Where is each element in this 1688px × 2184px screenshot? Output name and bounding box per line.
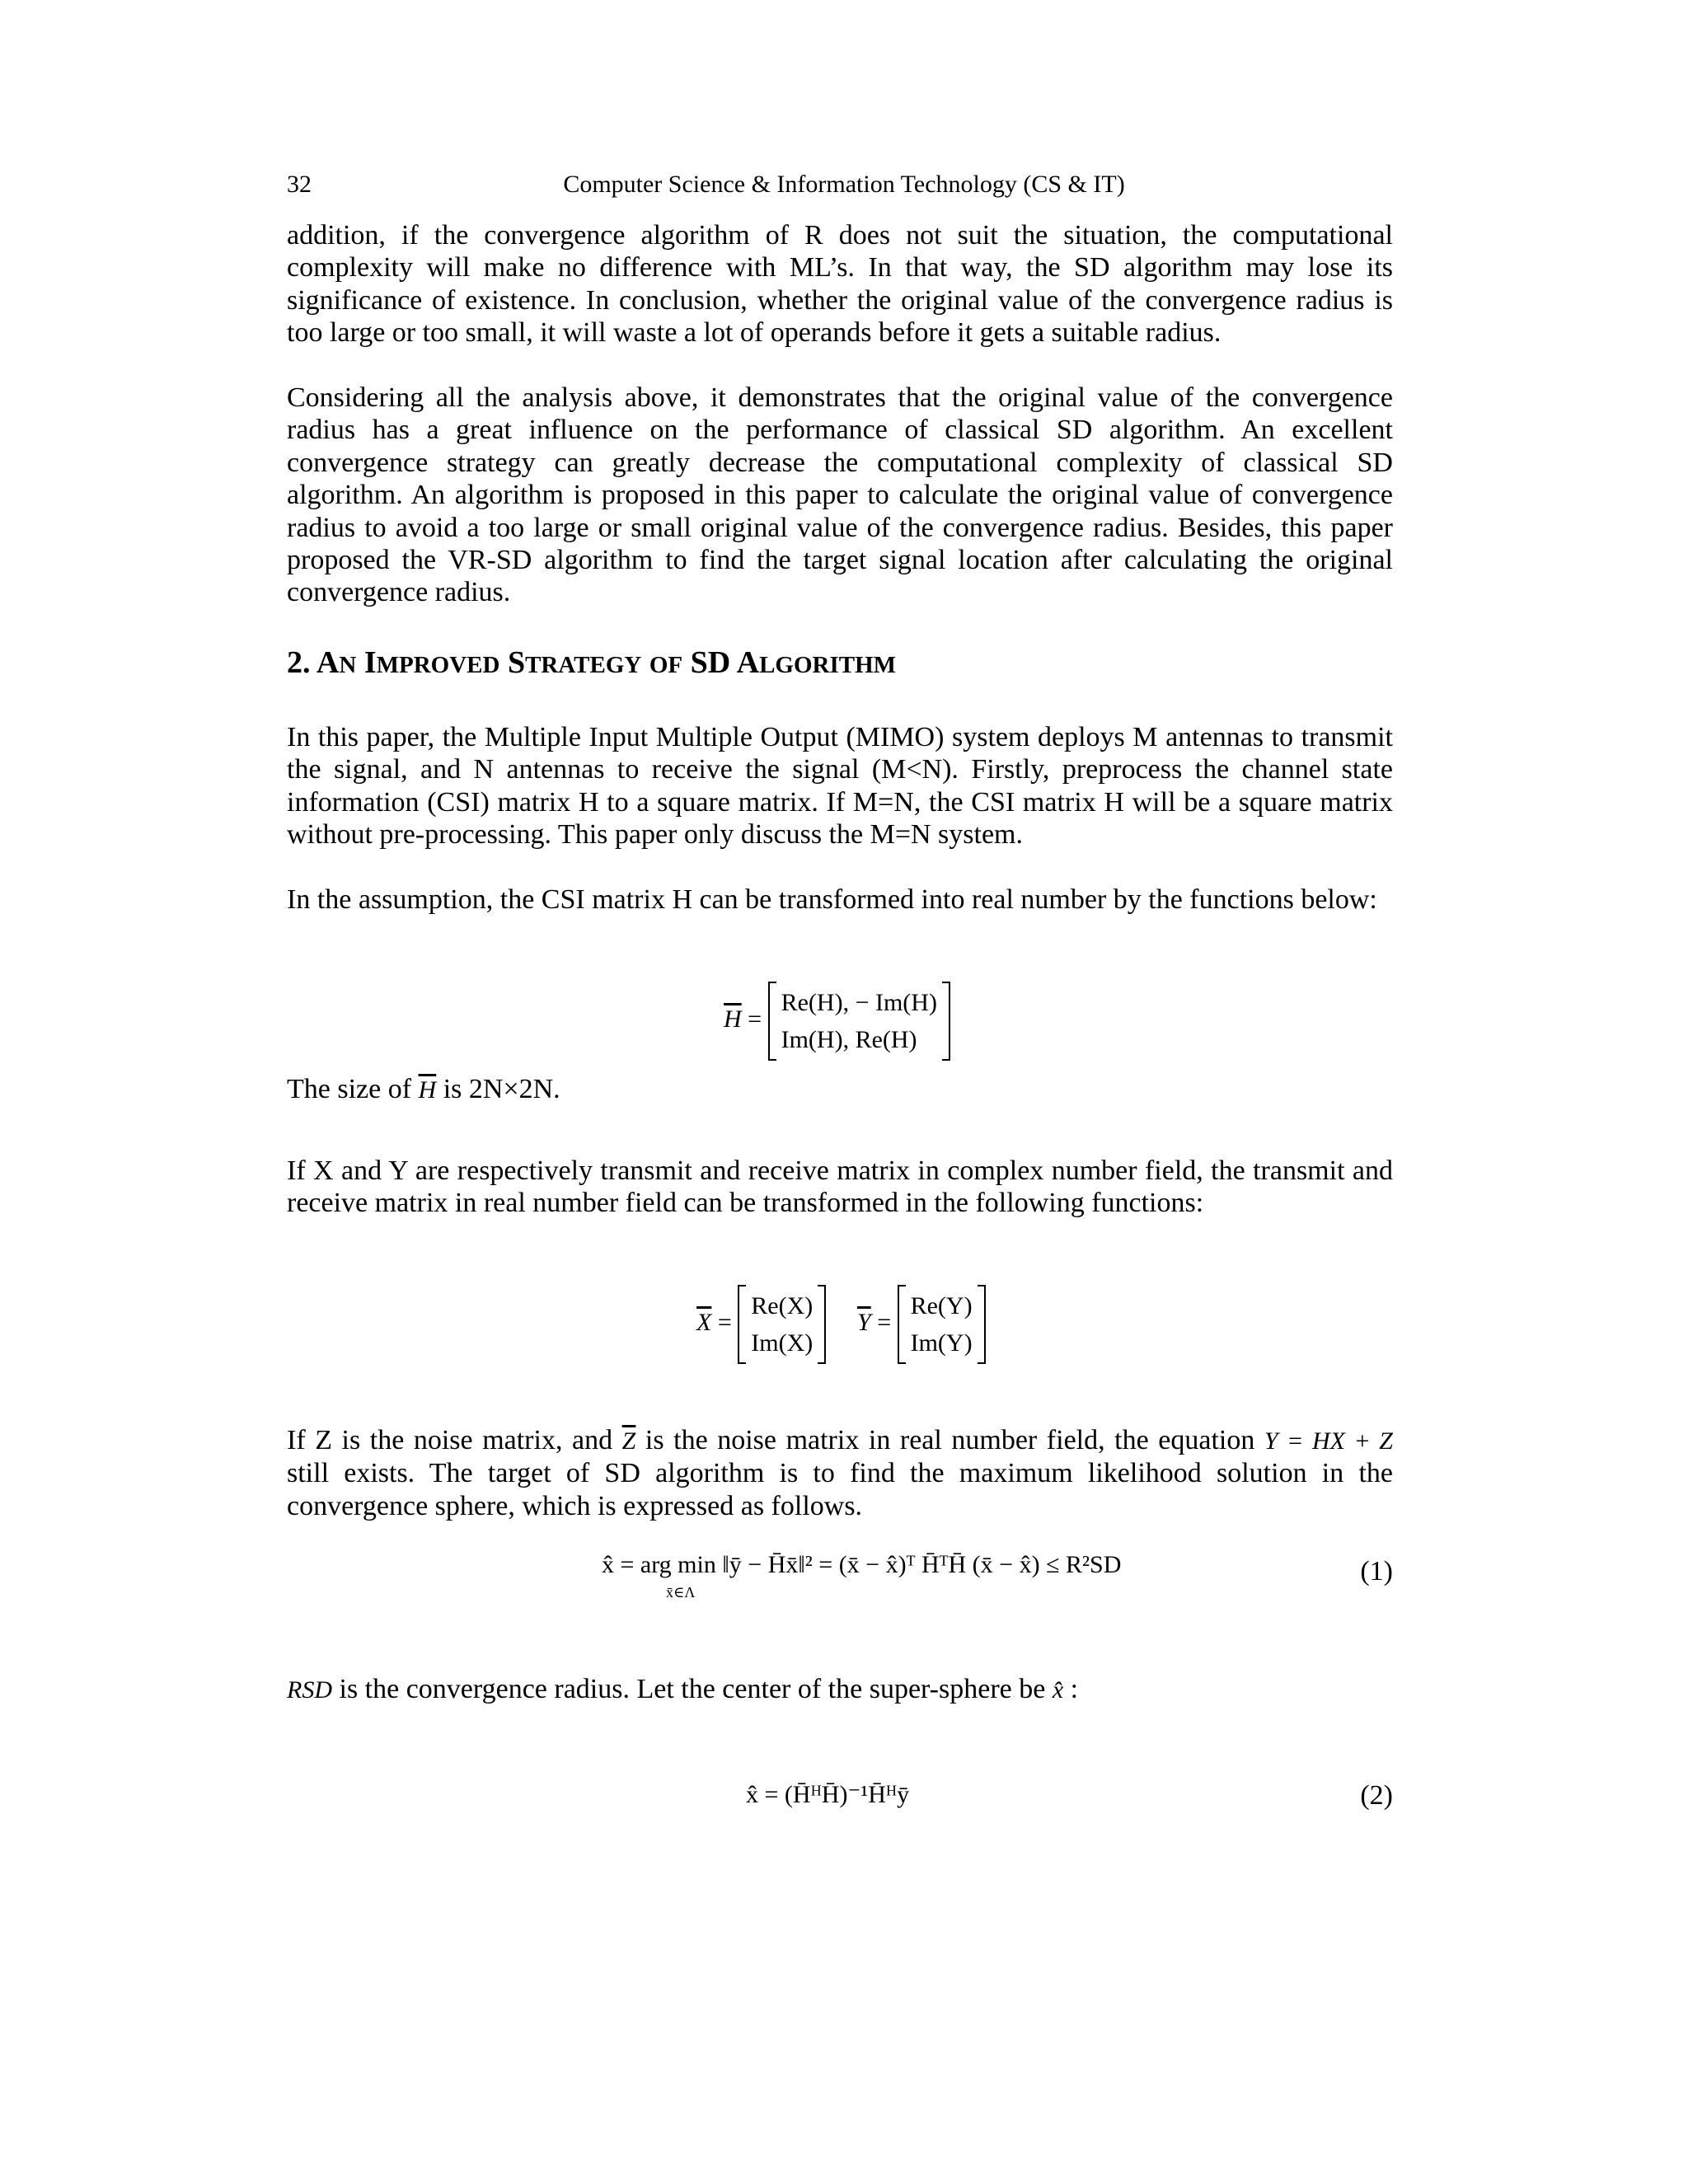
- text-line: radius has a great influence on the performance of classical SD algorithm. An excellent: [287, 415, 1393, 446]
- text-line: complexity will make no difference with ML’s. In that way, the SD algorithm may lose its: [287, 252, 1393, 284]
- paragraph-6: [287, 1424, 1393, 1522]
- text-line: without pre-processing. This paper only discuss the M=N system.: [287, 819, 1023, 851]
- paragraph-3: [287, 721, 1393, 851]
- text-line: receive matrix in real number field can be transformed in the following functions:: [287, 1188, 1204, 1219]
- equation-x-bar: $\overline{X}$ = Re(X) Im(X): [696, 1286, 826, 1363]
- equation-number-1: (1): [1360, 1556, 1393, 1586]
- text-line: convergence strategy can greatly decrease the computational complexity of classical SD: [287, 447, 1393, 478]
- paragraph-1: [287, 219, 1393, 349]
- text-line: RSD is the convergence radius. Let the center of the super-sphere be x̂ :: [287, 1674, 1079, 1704]
- equation-y-bar: $\overline{Y}$ = Re(Y) Im(Y): [857, 1286, 986, 1363]
- text-line: In this paper, the Multiple Input Multiple Output (MIMO) system deploys M antennas to transmit: [287, 722, 1393, 752]
- equation-h-bar: $\overline{H}$ = Re(H), − Im(H) Im(H), Re(H): [724, 982, 950, 1060]
- equation-1: x̂ = arg min ‖ȳ − H̄x̄‖² = (x̄ − x̂)ᵀ H̄ᵀH̄ (x̄ − x̂) ≤ R²SD: [602, 1551, 1122, 1578]
- text-line: radius to avoid a too large or small original value of the convergence radius. Besides, this paper: [287, 512, 1393, 543]
- size-statement: The size of $\overline{H}$ is 2N×2N.: [287, 1074, 560, 1104]
- text-line: significance of existence. In conclusion, whether the original value of the convergence radius is: [287, 284, 1393, 316]
- section-heading: 2. AN IMPROVED STRATEGY OF SD ALGORITHM: [287, 645, 897, 680]
- text-line: information (CSI) matrix H to a square matrix. If M=N, the CSI matrix H will be a square matrix: [287, 786, 1393, 818]
- text-line: too large or too small, it will waste a lot of operands before it gets a suitable radius.: [287, 317, 1221, 349]
- page-number: 32: [287, 171, 312, 198]
- paragraph-4: [287, 883, 1393, 916]
- text-line: still exists. The target of SD algorithm is to find the maximum likelihood solution in the: [287, 1458, 1393, 1489]
- text-line: proposed the VR-SD algorithm to find the target signal location after calculating the original: [287, 545, 1393, 576]
- text-line: If X and Y are respectively transmit and receive matrix in complex number field, the transmit and: [287, 1155, 1393, 1186]
- equation-1-subscript: x̄∈Λ: [666, 1584, 696, 1601]
- text-line: addition, if the convergence algorithm of R does not suit the situation, the computational: [287, 220, 1393, 251]
- paragraph-7: [287, 1673, 1393, 1706]
- text-line: Considering all the analysis above, it demonstrates that the original value of the convergence: [287, 382, 1393, 413]
- text-line: convergence radius.: [287, 577, 511, 608]
- paragraph-2: [287, 382, 1393, 609]
- equation-2: x̂ = (H̄ᴴH̄)⁻¹H̄ᴴȳ: [746, 1781, 910, 1808]
- text-line: In the assumption, the CSI matrix H can be transformed into real number by the functions below:: [287, 884, 1377, 915]
- matrix-row: Im(H), Re(H): [781, 1026, 917, 1053]
- text-line: the signal, and N antennas to receive the signal (M<N). Firstly, preprocess the channel state: [287, 754, 1393, 785]
- equation-number-2: (2): [1360, 1780, 1393, 1811]
- paragraph-5: [287, 1155, 1393, 1220]
- matrix-row: Re(H), − Im(H): [781, 989, 937, 1016]
- text-line: If Z is the noise matrix, and $\overline{Z}$ is the noise matrix in real number field, the equation Y = HX + Z: [287, 1425, 1393, 1455]
- running-header: Computer Science & Information Technology (CS & IT): [563, 171, 1125, 198]
- text-line: convergence sphere, which is expressed as follows.: [287, 1490, 863, 1521]
- text-line: algorithm. An algorithm is proposed in this paper to calculate the original value of convergence: [287, 480, 1393, 511]
